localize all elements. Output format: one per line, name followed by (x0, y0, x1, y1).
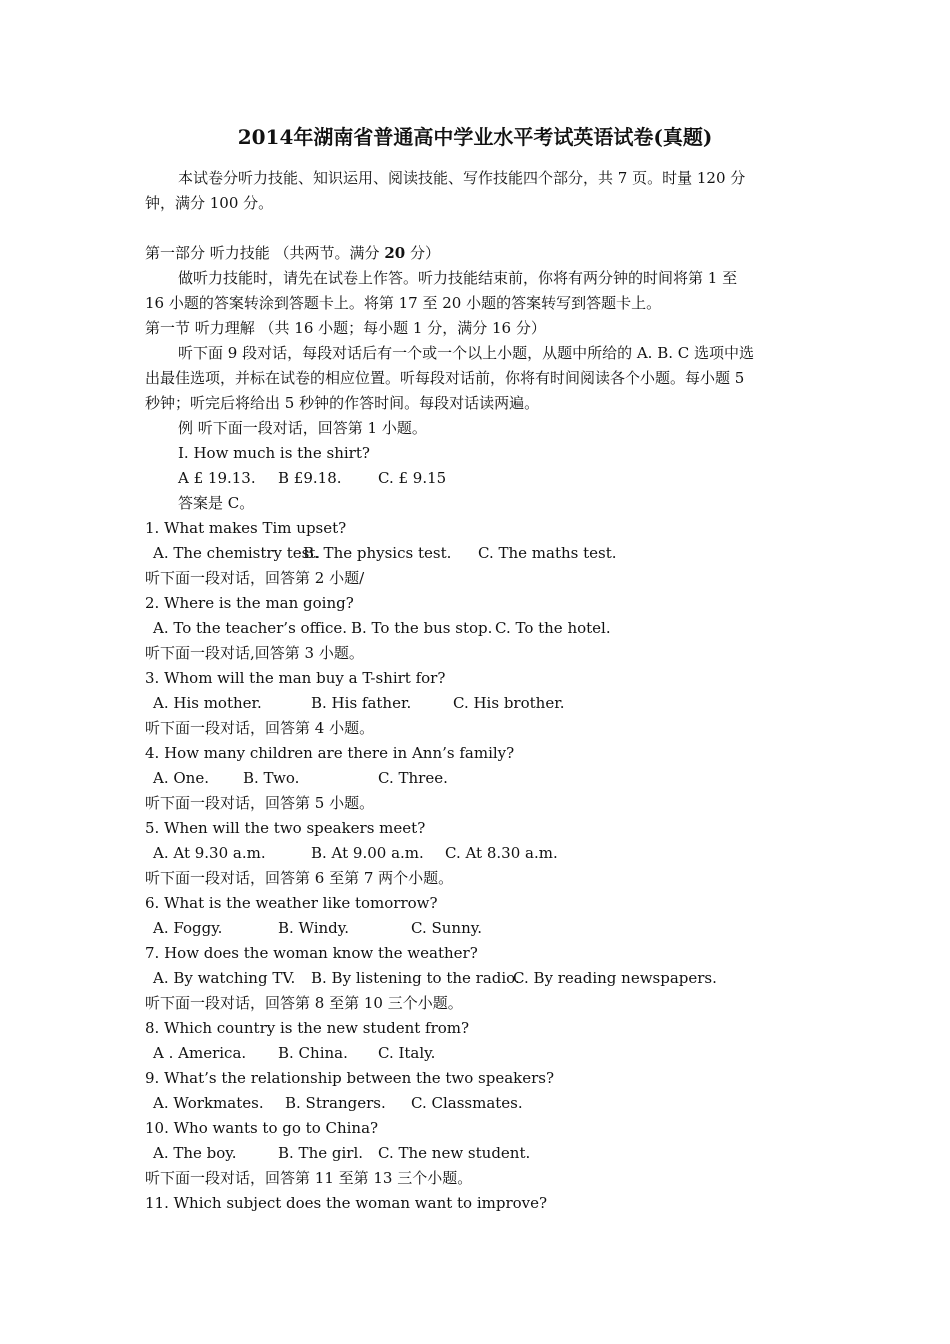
option-a: A. The boy. (153, 1144, 237, 1162)
part1-heading-score: 20 (384, 244, 406, 262)
option-b: B. Strangers. (285, 1094, 386, 1112)
page-title: 2014年湖南省普通高中学业水平考试英语试卷(真题) (237, 125, 713, 149)
listening-note: 听下面一段对话，回答第 6 至第 7 两个小题。 (145, 869, 454, 887)
question-options (153, 543, 813, 563)
option-c: C. Classmates. (411, 1094, 523, 1112)
question-text: 10. Who wants to go to China? (145, 1119, 379, 1137)
question-text: 3. Whom will the man buy a T-shirt for? (145, 669, 446, 687)
section1-instruction-3: 秒钟；听完后将给出 5 秒钟的作答时间。每段对话读两遍。 (145, 394, 540, 412)
listening-note: 听下面一段对话，回答第 2 小题/ (145, 569, 365, 587)
option-a: A. Foggy. (153, 919, 223, 937)
example-option-c: C. £ 9.15 (378, 469, 447, 487)
intro-line-2: 钟，满分 100 分。 (145, 194, 274, 212)
example-option-b: B £9.18. (278, 469, 342, 487)
option-c: C. His brother. (453, 694, 565, 712)
example-answer: 答案是 C。 (178, 494, 255, 512)
question-options (153, 918, 813, 938)
option-a: A . America. (153, 1044, 247, 1062)
question-text: 11. Which subject does the woman want to improve? (145, 1194, 548, 1212)
option-a: A. Workmates. (153, 1094, 264, 1112)
option-c: C. Sunny. (411, 919, 482, 937)
option-c: C. Three. (378, 769, 448, 787)
question-text: 1. What makes Tim upset? (145, 519, 347, 537)
option-b: B. The girl. (278, 1144, 364, 1162)
question-text: 8. Which country is the new student from? (145, 1019, 470, 1037)
option-c: C. At 8.30 a.m. (445, 844, 558, 862)
example-options (178, 468, 478, 488)
question-options (153, 843, 813, 863)
listening-note: 听下面一段对话，回答第 8 至第 10 三个小题。 (145, 994, 463, 1012)
part1-heading-text: 第一部分 听力技能 （共两节。满分 (145, 244, 380, 262)
option-b: B. The physics test. (303, 544, 452, 562)
part1-heading-end: 分） (409, 244, 440, 262)
section1-instruction-2: 出最佳选项，并标在试卷的相应位置。听每段对话前，你将有时间阅读各个小题。每小题 5 (145, 369, 745, 387)
question-options (153, 1093, 813, 1113)
question-text: 6. What is the weather like tomorrow? (145, 894, 438, 912)
option-a: A. To the teacher’s office. (153, 619, 348, 637)
option-b: B. At 9.00 a.m. (311, 844, 424, 862)
question-text: 4. How many children are there in Ann’s family? (145, 744, 515, 762)
question-text: 7. How does the woman know the weather? (145, 944, 478, 962)
question-options (153, 618, 813, 638)
option-b: B. His father. (311, 694, 412, 712)
listening-note: 听下面一段对话，回答第 11 至第 13 三个小题。 (145, 1169, 473, 1187)
listening-note: 听下面一段对话，回答第 5 小题。 (145, 794, 375, 812)
listening-note: 听下面一段对话，回答第 4 小题。 (145, 719, 375, 737)
option-a: A. One. (153, 769, 209, 787)
part1-instruction-2: 16 小题的答案转涂到答题卡上。将第 17 至 20 小题的答案转写到答题卡上。 (145, 294, 662, 312)
listening-note: 听下面一段对话,回答第 3 小题。 (145, 644, 364, 662)
option-b: B. Windy. (278, 919, 350, 937)
section1-instruction-1: 听下面 9 段对话，每段对话后有一个或一个以上小题，从题中所给的 A. B. C 选项中选 (178, 344, 755, 362)
intro-line-1: 本试卷分听力技能、知识运用、阅读技能、写作技能四个部分，共 7 页。时量 120 分 (178, 169, 746, 187)
option-c: C. To the hotel. (495, 619, 611, 637)
part1-instruction-1: 做听力技能时，请先在试卷上作答。听力技能结束前，你将有两分钟的时间将第 1 至 (178, 269, 738, 287)
question-text: 5. When will the two speakers meet? (145, 819, 426, 837)
example-option-a: A £ 19.13. (178, 469, 256, 487)
question-options (153, 968, 813, 988)
option-b: B. By listening to the radio. (311, 969, 520, 987)
option-b: B. China. (278, 1044, 348, 1062)
question-options (153, 693, 813, 713)
option-c: C. The new student. (378, 1144, 531, 1162)
option-a: A. His mother. (153, 694, 262, 712)
question-text: 2. Where is the man going? (145, 594, 354, 612)
question-options (153, 1143, 813, 1163)
question-options (153, 1043, 813, 1063)
question-options (153, 768, 813, 788)
option-a: A. By watching TV. (153, 969, 296, 987)
example-question: I. How much is the shirt? (178, 444, 370, 462)
option-b: B. To the bus stop. (351, 619, 493, 637)
option-c: C. Italy. (378, 1044, 436, 1062)
option-a: A. The chemistry test. (153, 544, 321, 562)
option-b: B. Two. (243, 769, 300, 787)
option-c: C. The maths test. (478, 544, 617, 562)
question-text: 9. What’s the relationship between the two speakers? (145, 1069, 555, 1087)
option-c: C. By reading newspapers. (513, 969, 717, 987)
part1-heading (145, 243, 440, 263)
section1-heading: 第一节 听力理解 （共 16 小题；每小题 1 分，满分 16 分） (145, 319, 546, 337)
example-label: 例 听下面一段对话，回答第 1 小题。 (178, 419, 427, 437)
option-a: A. At 9.30 a.m. (153, 844, 266, 862)
